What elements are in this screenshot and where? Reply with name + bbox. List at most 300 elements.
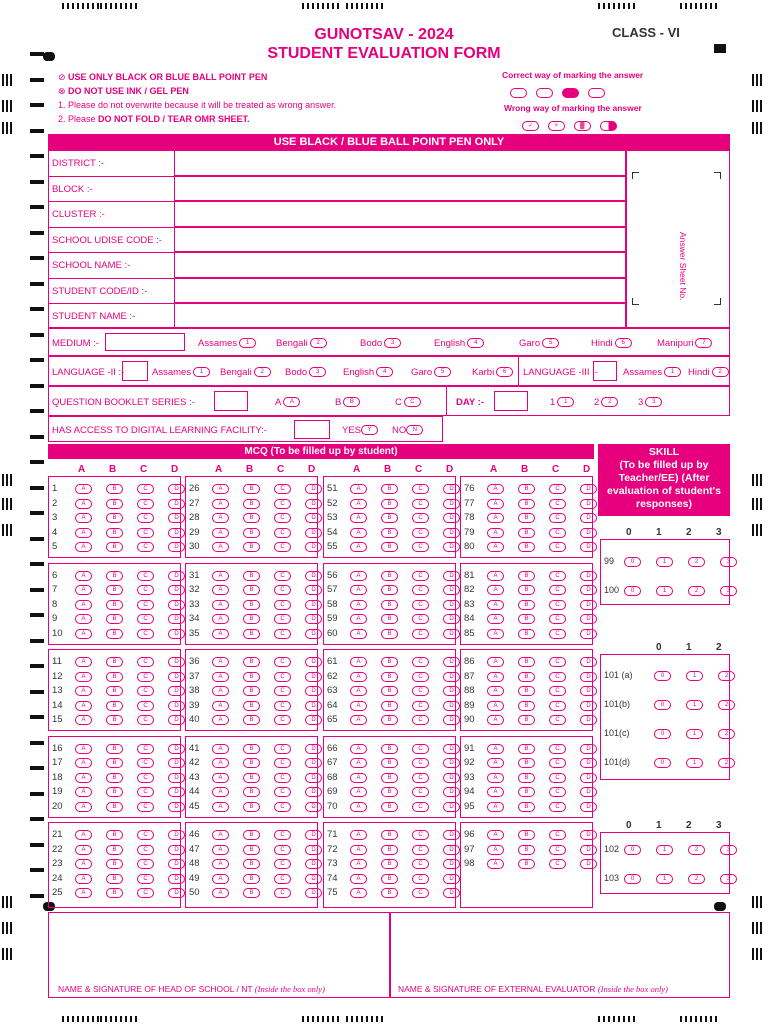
bubble-95-d[interactable]: D bbox=[580, 802, 597, 812]
bubble-65-b[interactable]: B bbox=[381, 715, 398, 725]
bubble-70-a[interactable]: A bbox=[350, 802, 367, 812]
bubble-84-b[interactable]: B bbox=[518, 614, 535, 624]
bubble-62-b[interactable]: B bbox=[381, 672, 398, 682]
booklet-bubble[interactable]: B bbox=[343, 397, 360, 407]
bubble-28-c[interactable]: C bbox=[274, 513, 291, 523]
bubble-53-c[interactable]: C bbox=[412, 513, 429, 523]
bubble-59-a[interactable]: A bbox=[350, 614, 367, 624]
bubble-94-c[interactable]: C bbox=[549, 787, 566, 797]
bubble-57-b[interactable]: B bbox=[381, 585, 398, 595]
bubble-75-c[interactable]: C bbox=[412, 888, 429, 898]
bubble-33-b[interactable]: B bbox=[243, 600, 260, 610]
bubble-12-c[interactable]: C bbox=[137, 672, 154, 682]
bubble-83-d[interactable]: D bbox=[580, 600, 597, 610]
bubble-98-a[interactable]: A bbox=[487, 859, 504, 869]
bubble-4-a[interactable]: A bbox=[75, 528, 92, 538]
skill-bubble[interactable]: 1 bbox=[686, 729, 703, 739]
bubble-79-c[interactable]: C bbox=[549, 528, 566, 538]
bubble-8-d[interactable]: D bbox=[168, 600, 185, 610]
bubble-93-b[interactable]: B bbox=[518, 773, 535, 783]
language2-bubble[interactable]: 1 bbox=[193, 367, 210, 377]
bubble-82-c[interactable]: C bbox=[549, 585, 566, 595]
bubble-12-a[interactable]: A bbox=[75, 672, 92, 682]
bubble-41-a[interactable]: A bbox=[212, 744, 229, 754]
bubble-44-b[interactable]: B bbox=[243, 787, 260, 797]
bubble-83-a[interactable]: A bbox=[487, 600, 504, 610]
skill-bubble-99-2[interactable]: 2 bbox=[688, 557, 705, 567]
bubble-94-b[interactable]: B bbox=[518, 787, 535, 797]
bubble-30-c[interactable]: C bbox=[274, 542, 291, 552]
bubble-46-a[interactable]: A bbox=[212, 830, 229, 840]
bubble-89-a[interactable]: A bbox=[487, 701, 504, 711]
bubble-86-a[interactable]: A bbox=[487, 657, 504, 667]
bubble-35-b[interactable]: B bbox=[243, 629, 260, 639]
bubble-86-c[interactable]: C bbox=[549, 657, 566, 667]
bubble-57-c[interactable]: C bbox=[412, 585, 429, 595]
bubble-66-c[interactable]: C bbox=[412, 744, 429, 754]
bubble-23-a[interactable]: A bbox=[75, 859, 92, 869]
bubble-27-c[interactable]: C bbox=[274, 499, 291, 509]
bubble-95-a[interactable]: A bbox=[487, 802, 504, 812]
bubble-88-b[interactable]: B bbox=[518, 686, 535, 696]
bubble-64-b[interactable]: B bbox=[381, 701, 398, 711]
bubble-74-a[interactable]: A bbox=[350, 874, 367, 884]
bubble-24-b[interactable]: B bbox=[106, 874, 123, 884]
bubble-97-d[interactable]: D bbox=[580, 845, 597, 855]
bubble-26-c[interactable]: C bbox=[274, 484, 291, 494]
bubble-39-a[interactable]: A bbox=[212, 701, 229, 711]
bubble-75-b[interactable]: B bbox=[381, 888, 398, 898]
bubble-89-b[interactable]: B bbox=[518, 701, 535, 711]
bubble-40-d[interactable]: D bbox=[305, 715, 322, 725]
bubble-89-c[interactable]: C bbox=[549, 701, 566, 711]
bubble-34-b[interactable]: B bbox=[243, 614, 260, 624]
bubble-49-c[interactable]: C bbox=[274, 874, 291, 884]
bubble-53-b[interactable]: B bbox=[381, 513, 398, 523]
bubble-22-c[interactable]: C bbox=[137, 845, 154, 855]
bubble-5-a[interactable]: A bbox=[75, 542, 92, 552]
bubble-35-c[interactable]: C bbox=[274, 629, 291, 639]
bubble-37-b[interactable]: B bbox=[243, 672, 260, 682]
language2-bubble[interactable]: 2 bbox=[254, 367, 271, 377]
bubble-94-d[interactable]: D bbox=[580, 787, 597, 797]
bubble-46-d[interactable]: D bbox=[305, 830, 322, 840]
bubble-25-a[interactable]: A bbox=[75, 888, 92, 898]
bubble-6-c[interactable]: C bbox=[137, 571, 154, 581]
bubble-16-c[interactable]: C bbox=[137, 744, 154, 754]
bubble-63-d[interactable]: D bbox=[443, 686, 460, 696]
bubble-2-d[interactable]: D bbox=[168, 499, 185, 509]
booklet-option-2[interactable] bbox=[395, 397, 421, 408]
digital-yes[interactable]: YES Y bbox=[342, 425, 378, 436]
field-input-4[interactable] bbox=[174, 252, 626, 278]
language2-bubble[interactable]: 4 bbox=[376, 367, 393, 377]
bubble-22-b[interactable]: B bbox=[106, 845, 123, 855]
bubble-47-d[interactable]: D bbox=[305, 845, 322, 855]
bubble-88-a[interactable]: A bbox=[487, 686, 504, 696]
bubble-14-a[interactable]: A bbox=[75, 701, 92, 711]
bubble-70-c[interactable]: C bbox=[412, 802, 429, 812]
bubble-53-d[interactable]: D bbox=[443, 513, 460, 523]
skill-bubble[interactable]: 2 bbox=[718, 758, 735, 768]
skill-bubble-102-3[interactable]: 3 bbox=[720, 845, 737, 855]
day-bubble[interactable]: 3 bbox=[645, 397, 662, 407]
bubble-20-d[interactable]: D bbox=[168, 802, 185, 812]
bubble-11-b[interactable]: B bbox=[106, 657, 123, 667]
bubble-43-b[interactable]: B bbox=[243, 773, 260, 783]
bubble-71-c[interactable]: C bbox=[412, 830, 429, 840]
booklet-input[interactable] bbox=[214, 391, 248, 411]
bubble-85-d[interactable]: D bbox=[580, 629, 597, 639]
bubble-65-a[interactable]: A bbox=[350, 715, 367, 725]
language2-option-3[interactable] bbox=[343, 367, 393, 378]
bubble-54-a[interactable]: A bbox=[350, 528, 367, 538]
bubble-86-d[interactable]: D bbox=[580, 657, 597, 667]
medium-option-5[interactable] bbox=[591, 338, 632, 349]
bubble-69-c[interactable]: C bbox=[412, 787, 429, 797]
bubble-48-d[interactable]: D bbox=[305, 859, 322, 869]
bubble-37-a[interactable]: A bbox=[212, 672, 229, 682]
bubble-86-b[interactable]: B bbox=[518, 657, 535, 667]
bubble-85-b[interactable]: B bbox=[518, 629, 535, 639]
bubble-65-d[interactable]: D bbox=[443, 715, 460, 725]
bubble-72-b[interactable]: B bbox=[381, 845, 398, 855]
bubble-78-a[interactable]: A bbox=[487, 513, 504, 523]
bubble-14-b[interactable]: B bbox=[106, 701, 123, 711]
bubble-87-b[interactable]: B bbox=[518, 672, 535, 682]
bubble-68-c[interactable]: C bbox=[412, 773, 429, 783]
bubble-49-b[interactable]: B bbox=[243, 874, 260, 884]
bubble-68-b[interactable]: B bbox=[381, 773, 398, 783]
skill-bubble-103-1[interactable]: 1 bbox=[656, 874, 673, 884]
bubble-49-d[interactable]: D bbox=[305, 874, 322, 884]
skill-bubble[interactable]: 0 bbox=[654, 729, 671, 739]
bubble-59-d[interactable]: D bbox=[443, 614, 460, 624]
bubble-36-a[interactable]: A bbox=[212, 657, 229, 667]
bubble-56-c[interactable]: C bbox=[412, 571, 429, 581]
bubble-60-d[interactable]: D bbox=[443, 629, 460, 639]
bubble-8-a[interactable]: A bbox=[75, 600, 92, 610]
bubble-32-d[interactable]: D bbox=[305, 585, 322, 595]
bubble-27-d[interactable]: D bbox=[305, 499, 322, 509]
bubble-69-b[interactable]: B bbox=[381, 787, 398, 797]
bubble-50-b[interactable]: B bbox=[243, 888, 260, 898]
bubble-50-c[interactable]: C bbox=[274, 888, 291, 898]
bubble-44-c[interactable]: C bbox=[274, 787, 291, 797]
bubble-9-d[interactable]: D bbox=[168, 614, 185, 624]
bubble-62-a[interactable]: A bbox=[350, 672, 367, 682]
bubble-81-b[interactable]: B bbox=[518, 571, 535, 581]
bubble-77-c[interactable]: C bbox=[549, 499, 566, 509]
bubble-56-b[interactable]: B bbox=[381, 571, 398, 581]
bubble-97-a[interactable]: A bbox=[487, 845, 504, 855]
bubble-80-c[interactable]: C bbox=[549, 542, 566, 552]
bubble-48-b[interactable]: B bbox=[243, 859, 260, 869]
bubble-40-c[interactable]: C bbox=[274, 715, 291, 725]
bubble-96-a[interactable]: A bbox=[487, 830, 504, 840]
bubble-75-a[interactable]: A bbox=[350, 888, 367, 898]
bubble-2-c[interactable]: C bbox=[137, 499, 154, 509]
bubble-39-d[interactable]: D bbox=[305, 701, 322, 711]
skill-bubble-102-2[interactable]: 2 bbox=[688, 845, 705, 855]
bubble-36-d[interactable]: D bbox=[305, 657, 322, 667]
bubble-51-b[interactable]: B bbox=[381, 484, 398, 494]
bubble-93-c[interactable]: C bbox=[549, 773, 566, 783]
language2-option-4[interactable] bbox=[411, 367, 451, 378]
bubble-39-c[interactable]: C bbox=[274, 701, 291, 711]
bubble-19-d[interactable]: D bbox=[168, 787, 185, 797]
bubble-5-b[interactable]: B bbox=[106, 542, 123, 552]
skill-bubble-99-1[interactable]: 1 bbox=[656, 557, 673, 567]
bubble-53-a[interactable]: A bbox=[350, 513, 367, 523]
medium-bubble[interactable]: 3 bbox=[384, 338, 401, 348]
bubble-17-a[interactable]: A bbox=[75, 758, 92, 768]
field-input-1[interactable] bbox=[174, 176, 626, 202]
bubble-41-b[interactable]: B bbox=[243, 744, 260, 754]
bubble-57-d[interactable]: D bbox=[443, 585, 460, 595]
bubble-17-d[interactable]: D bbox=[168, 758, 185, 768]
bubble-88-d[interactable]: D bbox=[580, 686, 597, 696]
bubble-4-b[interactable]: B bbox=[106, 528, 123, 538]
bubble-25-c[interactable]: C bbox=[137, 888, 154, 898]
bubble-5-c[interactable]: C bbox=[137, 542, 154, 552]
bubble-47-b[interactable]: B bbox=[243, 845, 260, 855]
language2-bubble[interactable]: 3 bbox=[309, 367, 326, 377]
bubble-61-b[interactable]: B bbox=[381, 657, 398, 667]
bubble-27-b[interactable]: B bbox=[243, 499, 260, 509]
bubble-71-a[interactable]: A bbox=[350, 830, 367, 840]
language3-input[interactable] bbox=[593, 361, 617, 381]
skill-bubble[interactable]: 2 bbox=[718, 700, 735, 710]
bubble-31-b[interactable]: B bbox=[243, 571, 260, 581]
bubble-58-d[interactable]: D bbox=[443, 600, 460, 610]
bubble-31-c[interactable]: C bbox=[274, 571, 291, 581]
bubble-18-a[interactable]: A bbox=[75, 773, 92, 783]
bubble-50-a[interactable]: A bbox=[212, 888, 229, 898]
bubble-57-a[interactable]: A bbox=[350, 585, 367, 595]
bubble-7-d[interactable]: D bbox=[168, 585, 185, 595]
bubble-77-b[interactable]: B bbox=[518, 499, 535, 509]
bubble-59-b[interactable]: B bbox=[381, 614, 398, 624]
bubble-4-d[interactable]: D bbox=[168, 528, 185, 538]
bubble-87-c[interactable]: C bbox=[549, 672, 566, 682]
language3-bubble[interactable]: 1 bbox=[664, 367, 681, 377]
bubble-10-a[interactable]: A bbox=[75, 629, 92, 639]
bubble-56-a[interactable]: A bbox=[350, 571, 367, 581]
bubble-45-a[interactable]: A bbox=[212, 802, 229, 812]
bubble-80-b[interactable]: B bbox=[518, 542, 535, 552]
bubble-56-d[interactable]: D bbox=[443, 571, 460, 581]
bubble-34-d[interactable]: D bbox=[305, 614, 322, 624]
bubble-66-b[interactable]: B bbox=[381, 744, 398, 754]
bubble-30-b[interactable]: B bbox=[243, 542, 260, 552]
bubble-47-c[interactable]: C bbox=[274, 845, 291, 855]
bubble-80-a[interactable]: A bbox=[487, 542, 504, 552]
bubble-1-a[interactable]: A bbox=[75, 484, 92, 494]
bubble-49-a[interactable]: A bbox=[212, 874, 229, 884]
bubble-30-d[interactable]: D bbox=[305, 542, 322, 552]
bubble-40-a[interactable]: A bbox=[212, 715, 229, 725]
booklet-bubble[interactable]: C bbox=[404, 397, 421, 407]
skill-bubble-100-3[interactable]: 3 bbox=[720, 586, 737, 596]
bubble-55-d[interactable]: D bbox=[443, 542, 460, 552]
bubble-73-b[interactable]: B bbox=[381, 859, 398, 869]
bubble-68-d[interactable]: D bbox=[443, 773, 460, 783]
bubble-78-d[interactable]: D bbox=[580, 513, 597, 523]
skill-bubble[interactable]: 2 bbox=[718, 671, 735, 681]
bubble-35-d[interactable]: D bbox=[305, 629, 322, 639]
language3-option-1[interactable] bbox=[688, 367, 729, 378]
bubble-28-d[interactable]: D bbox=[305, 513, 322, 523]
bubble-51-d[interactable]: D bbox=[443, 484, 460, 494]
skill-bubble-100-0[interactable]: 0 bbox=[624, 586, 641, 596]
bubble-70-b[interactable]: B bbox=[381, 802, 398, 812]
bubble-45-c[interactable]: C bbox=[274, 802, 291, 812]
bubble-59-c[interactable]: C bbox=[412, 614, 429, 624]
bubble-71-b[interactable]: B bbox=[381, 830, 398, 840]
bubble-16-b[interactable]: B bbox=[106, 744, 123, 754]
bubble-60-b[interactable]: B bbox=[381, 629, 398, 639]
medium-bubble[interactable]: 1 bbox=[239, 338, 256, 348]
bubble-75-d[interactable]: D bbox=[443, 888, 460, 898]
bubble-43-c[interactable]: C bbox=[274, 773, 291, 783]
bubble-98-c[interactable]: C bbox=[549, 859, 566, 869]
bubble-96-c[interactable]: C bbox=[549, 830, 566, 840]
bubble-34-c[interactable]: C bbox=[274, 614, 291, 624]
bubble-28-a[interactable]: A bbox=[212, 513, 229, 523]
bubble-1-c[interactable]: C bbox=[137, 484, 154, 494]
skill-bubble[interactable]: 2 bbox=[718, 729, 735, 739]
bubble-7-b[interactable]: B bbox=[106, 585, 123, 595]
bubble-87-d[interactable]: D bbox=[580, 672, 597, 682]
bubble-19-c[interactable]: C bbox=[137, 787, 154, 797]
day-option-2[interactable] bbox=[638, 397, 662, 408]
bubble-93-d[interactable]: D bbox=[580, 773, 597, 783]
bubble-52-c[interactable]: C bbox=[412, 499, 429, 509]
bubble-62-d[interactable]: D bbox=[443, 672, 460, 682]
bubble-15-a[interactable]: A bbox=[75, 715, 92, 725]
bubble-41-d[interactable]: D bbox=[305, 744, 322, 754]
bubble-72-a[interactable]: A bbox=[350, 845, 367, 855]
bubble-11-a[interactable]: A bbox=[75, 657, 92, 667]
bubble-24-a[interactable]: A bbox=[75, 874, 92, 884]
bubble-76-a[interactable]: A bbox=[487, 484, 504, 494]
bubble-64-d[interactable]: D bbox=[443, 701, 460, 711]
bubble-7-a[interactable]: A bbox=[75, 585, 92, 595]
day-bubble[interactable]: 2 bbox=[601, 397, 618, 407]
skill-bubble-100-2[interactable]: 2 bbox=[688, 586, 705, 596]
bubble-63-c[interactable]: C bbox=[412, 686, 429, 696]
bubble-52-b[interactable]: B bbox=[381, 499, 398, 509]
bubble-17-c[interactable]: C bbox=[137, 758, 154, 768]
skill-bubble-100-1[interactable]: 1 bbox=[656, 586, 673, 596]
language2-input[interactable] bbox=[122, 361, 148, 381]
bubble-52-a[interactable]: A bbox=[350, 499, 367, 509]
bubble-41-c[interactable]: C bbox=[274, 744, 291, 754]
bubble-42-d[interactable]: D bbox=[305, 758, 322, 768]
bubble-14-c[interactable]: C bbox=[137, 701, 154, 711]
bubble-77-a[interactable]: A bbox=[487, 499, 504, 509]
bubble-13-a[interactable]: A bbox=[75, 686, 92, 696]
bubble-76-d[interactable]: D bbox=[580, 484, 597, 494]
bubble-61-d[interactable]: D bbox=[443, 657, 460, 667]
skill-bubble[interactable]: 1 bbox=[686, 700, 703, 710]
bubble-21-d[interactable]: D bbox=[168, 830, 185, 840]
bubble-90-c[interactable]: C bbox=[549, 715, 566, 725]
language2-option-0[interactable] bbox=[152, 367, 210, 378]
skill-bubble-103-2[interactable]: 2 bbox=[688, 874, 705, 884]
digital-input[interactable] bbox=[294, 420, 330, 439]
bubble-24-c[interactable]: C bbox=[137, 874, 154, 884]
bubble-29-a[interactable]: A bbox=[212, 528, 229, 538]
skill-bubble-103-3[interactable]: 3 bbox=[720, 874, 737, 884]
skill-bubble-103-0[interactable]: 0 bbox=[624, 874, 641, 884]
bubble-84-a[interactable]: A bbox=[487, 614, 504, 624]
field-input-6[interactable] bbox=[174, 303, 626, 329]
medium-option-6[interactable] bbox=[657, 338, 712, 349]
skill-bubble[interactable]: 1 bbox=[686, 758, 703, 768]
bubble-69-d[interactable]: D bbox=[443, 787, 460, 797]
day-option-0[interactable] bbox=[550, 397, 574, 408]
bubble-10-b[interactable]: B bbox=[106, 629, 123, 639]
bubble-12-b[interactable]: B bbox=[106, 672, 123, 682]
bubble-91-d[interactable]: D bbox=[580, 744, 597, 754]
medium-bubble[interactable]: 4 bbox=[467, 338, 484, 348]
bubble-18-d[interactable]: D bbox=[168, 773, 185, 783]
bubble-92-c[interactable]: C bbox=[549, 758, 566, 768]
bubble-82-b[interactable]: B bbox=[518, 585, 535, 595]
bubble-6-a[interactable]: A bbox=[75, 571, 92, 581]
bubble-58-c[interactable]: C bbox=[412, 600, 429, 610]
bubble-19-b[interactable]: B bbox=[106, 787, 123, 797]
bubble-3-b[interactable]: B bbox=[106, 513, 123, 523]
bubble-97-c[interactable]: C bbox=[549, 845, 566, 855]
bubble-54-d[interactable]: D bbox=[443, 528, 460, 538]
bubble-64-c[interactable]: C bbox=[412, 701, 429, 711]
bubble-6-d[interactable]: D bbox=[168, 571, 185, 581]
bubble-68-a[interactable]: A bbox=[350, 773, 367, 783]
bubble-77-d[interactable]: D bbox=[580, 499, 597, 509]
bubble-22-a[interactable]: A bbox=[75, 845, 92, 855]
bubble-34-a[interactable]: A bbox=[212, 614, 229, 624]
bubble-29-d[interactable]: D bbox=[305, 528, 322, 538]
bubble-54-b[interactable]: B bbox=[381, 528, 398, 538]
bubble-9-b[interactable]: B bbox=[106, 614, 123, 624]
bubble-72-d[interactable]: D bbox=[443, 845, 460, 855]
bubble-82-a[interactable]: A bbox=[487, 585, 504, 595]
bubble-60-a[interactable]: A bbox=[350, 629, 367, 639]
bubble-35-a[interactable]: A bbox=[212, 629, 229, 639]
bubble-32-a[interactable]: A bbox=[212, 585, 229, 595]
bubble-67-c[interactable]: C bbox=[412, 758, 429, 768]
bubble-66-a[interactable]: A bbox=[350, 744, 367, 754]
language2-bubble[interactable]: 6 bbox=[496, 367, 513, 377]
bubble-15-b[interactable]: B bbox=[106, 715, 123, 725]
bubble-76-c[interactable]: C bbox=[549, 484, 566, 494]
bubble-32-c[interactable]: C bbox=[274, 585, 291, 595]
bubble-96-d[interactable]: D bbox=[580, 830, 597, 840]
skill-bubble[interactable]: 1 bbox=[686, 671, 703, 681]
bubble-42-a[interactable]: A bbox=[212, 758, 229, 768]
bubble-38-c[interactable]: C bbox=[274, 686, 291, 696]
skill-bubble[interactable]: 0 bbox=[654, 671, 671, 681]
bubble-17-b[interactable]: B bbox=[106, 758, 123, 768]
bubble-39-b[interactable]: B bbox=[243, 701, 260, 711]
bubble-38-d[interactable]: D bbox=[305, 686, 322, 696]
bubble-37-c[interactable]: C bbox=[274, 672, 291, 682]
bubble-15-d[interactable]: D bbox=[168, 715, 185, 725]
day-bubble[interactable]: 1 bbox=[557, 397, 574, 407]
